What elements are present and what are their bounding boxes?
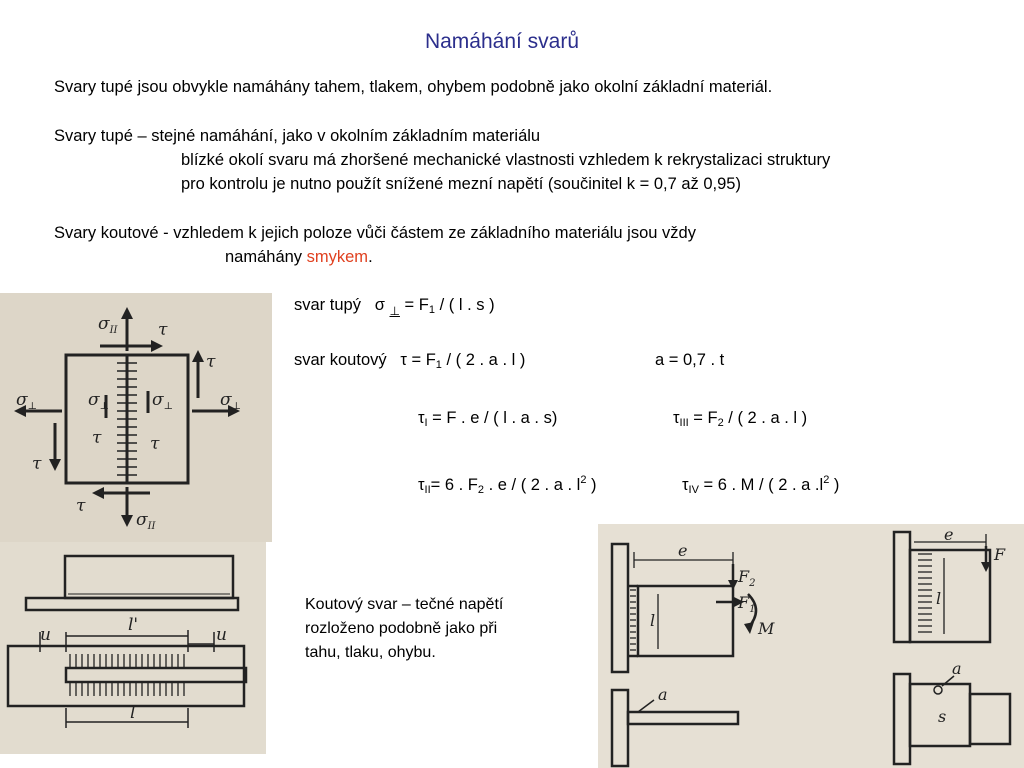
diagram1-sigma-bottom: $\sigma_{II}$ (136, 510, 156, 532)
diagram2-l: l (130, 703, 136, 723)
tau-I-symbol: τ (418, 409, 425, 427)
sigma-symbol: σ (374, 296, 385, 314)
tau-II-sub: II (424, 484, 431, 496)
diagram1-tau-top: τ (158, 320, 168, 340)
tau-II-tail: . e / ( 2 . a . l (484, 476, 581, 494)
tau-II-mid: = 6 . F (430, 476, 478, 494)
note-fillet (305, 593, 503, 665)
tau-II-end: ) (586, 476, 597, 494)
diagram3-l-left: l (650, 611, 656, 630)
paragraph-butt-intro: Svary tupé jsou obvykle namáhány tahem, tlakem, ohybem podobně jako okolní základní materiál. (54, 78, 773, 96)
tau-IV-end: ) (829, 476, 840, 494)
tau-I-sub: I (424, 417, 428, 429)
diagram3-M: M (758, 619, 775, 638)
figure-lap-joint (0, 542, 266, 754)
paragraph-fillet-cont (225, 245, 373, 269)
formula-butt-rhs: = F (404, 296, 429, 314)
text-namahany: namáhány (225, 248, 307, 266)
diagram1-sigma-top: $\sigma_{II}$ (98, 314, 118, 336)
formula-butt (294, 296, 495, 318)
diagram3-a-left: a (658, 685, 668, 704)
diagram1-tau-left: τ (32, 454, 42, 474)
formula-fillet-tau: τ = F (400, 351, 436, 369)
diagram1-sigma-left: $\sigma_\perp$ (16, 390, 38, 412)
text-period: . (368, 248, 373, 266)
formula-fillet-sub: 1 (435, 359, 442, 371)
tau-IV-sup: 2 (823, 474, 830, 486)
diagram1-sigma-right: $\sigma_\perp$ (220, 390, 242, 412)
tau-II-symbol: τ (418, 476, 425, 494)
diagram1-tau-bottom: τ (76, 496, 86, 516)
diagram2-l-prime: l' (128, 615, 139, 635)
figure-fillet-eccentric (598, 524, 1024, 768)
page-title: Namáhání svarů (424, 30, 580, 53)
tau-IV-symbol: τ (682, 476, 689, 494)
tau-IV-sub: IV (688, 484, 699, 496)
formula-a: a = 0,7 . t (655, 351, 725, 369)
diagram1-tau-right: τ (206, 352, 216, 372)
figure-butt-weld-stresses (0, 293, 272, 542)
formula-tau-IV (682, 474, 839, 496)
note-line3: tahu, tlaku, ohybu. (305, 644, 436, 661)
tau-III-mid: = F (688, 409, 718, 427)
text-smykem: smykem (306, 248, 369, 266)
formula-tau-III (673, 409, 807, 429)
tau-III-tail: / ( 2 . a . l ) (723, 409, 808, 427)
formula-fillet (294, 351, 525, 371)
diagram3-e-left: e (678, 541, 688, 560)
perp-subscript: ⊥ (389, 304, 400, 318)
formula-butt-tail: / ( l . s ) (434, 296, 495, 314)
note-line1: Koutový svar – tečné napětí (305, 596, 504, 613)
diagram3-e-right: e (944, 525, 954, 544)
tau-III-symbol: τ (673, 409, 680, 427)
formula-butt-sub: 1 (428, 304, 435, 316)
tau-IV-tail: = 6 . M / ( 2 . a .l (698, 476, 824, 494)
formula-fillet-label: svar koutový (294, 351, 387, 369)
paragraph-butt-line2: blízké okolí svaru má zhoršené mechanické vlastnosti vzhledem k rekrystalizaci struktury (181, 151, 831, 169)
diagram1-tau-inner-left: τ (92, 428, 102, 448)
formula-butt-label: svar tupý (294, 296, 361, 314)
note-line2: rozloženo podobně jako při (305, 620, 498, 637)
tau-II-sub2: 2 (477, 484, 485, 496)
diagram1-tau-inner-right: τ (150, 434, 160, 454)
tau-III-sub: III (679, 417, 689, 429)
diagram3-F1: $F_1$ (738, 593, 756, 615)
diagram1-sigma-inner-right: $\sigma_\perp$ (152, 390, 174, 412)
diagram3-F: F (994, 545, 1006, 564)
tau-I-tail: = F . e / ( l . a . s) (427, 409, 558, 427)
tau-III-sub2: 2 (717, 417, 724, 429)
paragraph-butt-line3: pro kontrolu je nutno použít snížené mezní napětí (součinitel k = 0,7 až 0,95) (181, 175, 741, 193)
diagram3-a-right: a (952, 659, 962, 678)
diagram3-F2: $F_2$ (738, 567, 756, 589)
diagram2-u-right: u (216, 625, 227, 645)
diagram2-u-left: u (40, 625, 51, 645)
diagram3-l-right: l (936, 589, 942, 608)
formula-tau-I (418, 409, 557, 429)
diagram1-sigma-inner-left: $\sigma_\perp$ (88, 390, 110, 412)
paragraph-butt-lead: Svary tupé – stejné namáhání, jako v okolním základním materiálu (54, 127, 541, 145)
paragraph-fillet-lead: Svary koutové - vzhledem k jejich poloze vůči částem ze základního materiálu jsou vždy (54, 224, 696, 242)
tau-II-sup: 2 (580, 474, 587, 486)
formula-fillet-tail: / ( 2 . a . l ) (441, 351, 526, 369)
formula-tau-II (418, 474, 597, 496)
diagram3-s: s (938, 707, 947, 726)
